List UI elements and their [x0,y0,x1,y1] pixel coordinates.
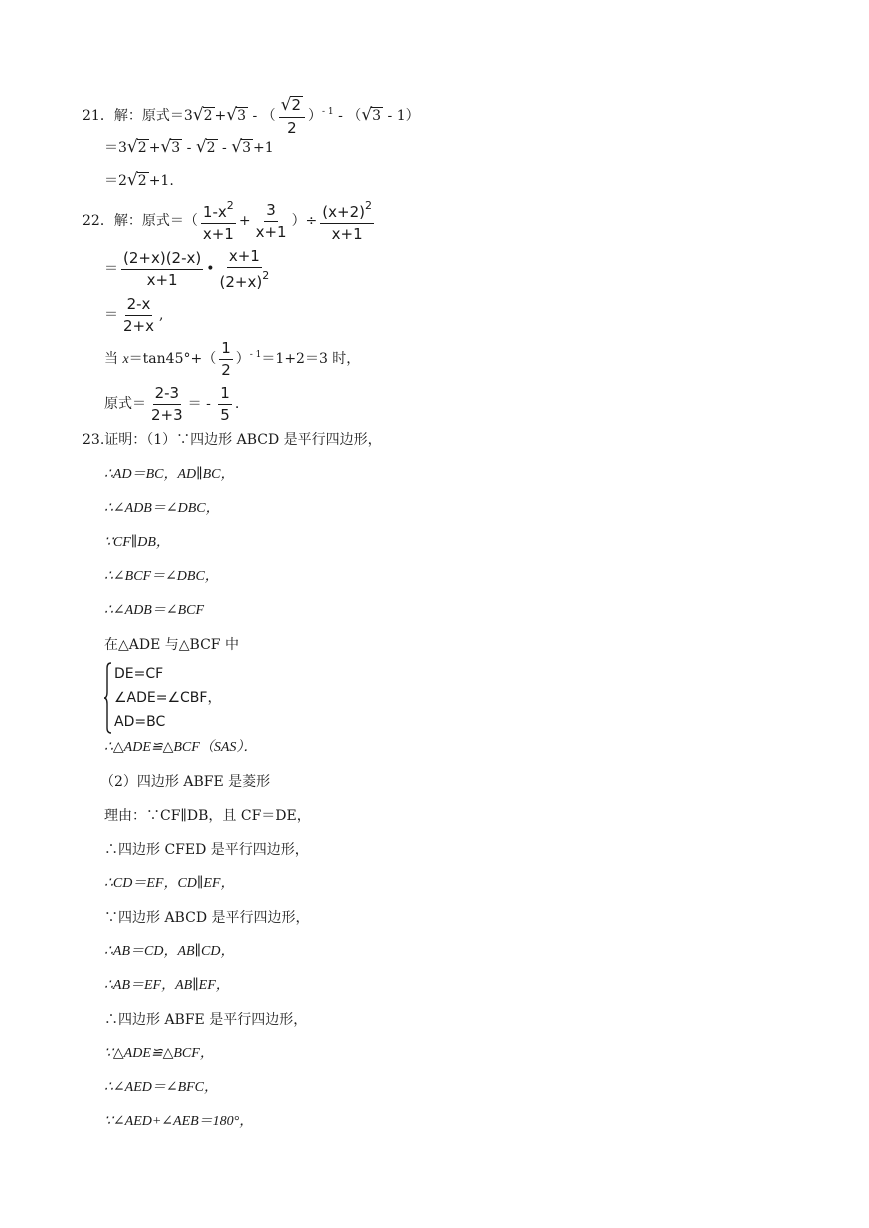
p23-line-2: ∴∠ADB＝∠DBC， [104,501,220,516]
fraction-3: $\frac{(x+2)^2}{x+1}$ [322,199,372,243]
sqrt-3: √3 [160,137,181,157]
p23-line-16: ∵△ADE≌△BCF， [104,1046,214,1061]
p21-label: 21．解：原式＝3 [82,108,193,125]
fraction-half: $\frac{1}{2}$ [221,339,231,379]
sqrt-2: √2 [126,170,147,190]
sqrt-2: √2 [195,137,216,157]
sqrt-3: √3 [226,105,246,126]
fraction-4: $\frac{(2+x)(2-x)}{x+1}$ [123,249,202,289]
p23-line-4: ∴∠BCF＝∠DBC， [104,569,219,584]
sqrt-3: √3 [361,105,382,126]
p22-line-1: 22．解：原式＝（ $\frac{1-x^2}{x+1}$ + $\frac{3}{x+1}$ ）÷ $\frac{(x+2)^2}{x+1}$ [82,199,372,243]
p23-line-10: ∴四边形 CFED 是平行四边形， [104,842,309,858]
equation-system [104,662,244,734]
p23-line-7: ∴△ADE≌△BCF（SAS）． [104,740,258,755]
p22-line-3: ＝ $\frac{2-x}{2+x}$ , [104,295,164,335]
sqrt-2: √2 [126,137,147,157]
sqrt-2: √2 [192,105,213,126]
p23-line-6: 在△ADE 与△BCF 中 [104,637,239,653]
p23-line-0: 23.证明：（1）∵四边形 ABCD 是平行四边形， [82,432,382,448]
p22-line-2: ＝ $\frac{(2+x)(2-x)}{x+1}$ • $\frac{x+1}{(2+x)^2}$ [104,247,270,291]
p23-line-12: ∵四边形 ABCD 是平行四边形， [104,910,310,926]
p23-line-14: ∴AB＝EF，AB∥EF， [104,978,230,993]
p23-line-3: ∵CF∥DB， [104,535,170,550]
fraction-8: $\frac{1}{5}$ [220,384,230,424]
p23-line-17: ∴∠AED＝∠BFC， [104,1080,219,1095]
system-eq-1: DE=CF [114,666,164,682]
p22-line-5: 原式＝ $\frac{2-3}{2+3}$ ＝ - $\frac{1}{5}$ . [104,384,240,424]
p22-line-4: 当 x＝tan45°+（ $\frac{1}{2}$ ）$^{- 1}$＝1+2＝3 时， [104,339,361,379]
p23-line-8: （2）四边形 ABFE 是菱形 [100,774,271,790]
fraction-5: $\frac{x+1}{(2+x)^2}$ [219,247,270,291]
p23-line-9: 理由：∵CF∥DB，且 CF＝DE， [104,808,311,824]
p23-line-11: ∴CD＝EF，CD∥EF， [104,876,235,891]
sqrt-3: √3 [231,137,251,157]
fraction-1: $\frac{1-x^2}{x+1}$ [202,199,234,243]
p23-line-15: ∴四边形 ABFE 是平行四边形， [104,1012,308,1028]
p21-line-1: 21．解：原式＝3√2 +√3 - （ $\frac{√2}{2}$ ）$^{- 1}$ - （√3 - 1） [82,95,420,137]
system-eq-2: ∠ADE=∠CBF， [114,690,222,706]
fraction-sqrt2-over-2: $\frac{√2}{2}$ [279,96,305,136]
fraction-6: $\frac{2-x}{2+x}$ [123,295,154,335]
p23-line-18: ∵∠AED+∠AEB＝180°， [104,1114,254,1129]
p22-label: 22．解：原式＝（ [82,213,198,229]
p23-line-5: ∴∠ADB＝∠BCF [104,603,205,618]
p23-line-1: ∴AD＝BC，AD∥BC， [104,467,235,482]
fraction-7: $\frac{2-3}{2+3}$ [151,384,183,424]
p21-line-3: ＝2√2 +1. [104,170,174,190]
left-brace-icon [104,662,112,734]
p23-line-13: ∴AB＝CD，AB∥CD， [104,944,235,959]
system-eq-3: AD=BC [114,714,166,730]
fraction-2: $\frac{3}{x+1}$ [255,201,287,241]
p21-line-2: ＝3√2 +√3 - √2 - √3 +1 [104,137,274,157]
